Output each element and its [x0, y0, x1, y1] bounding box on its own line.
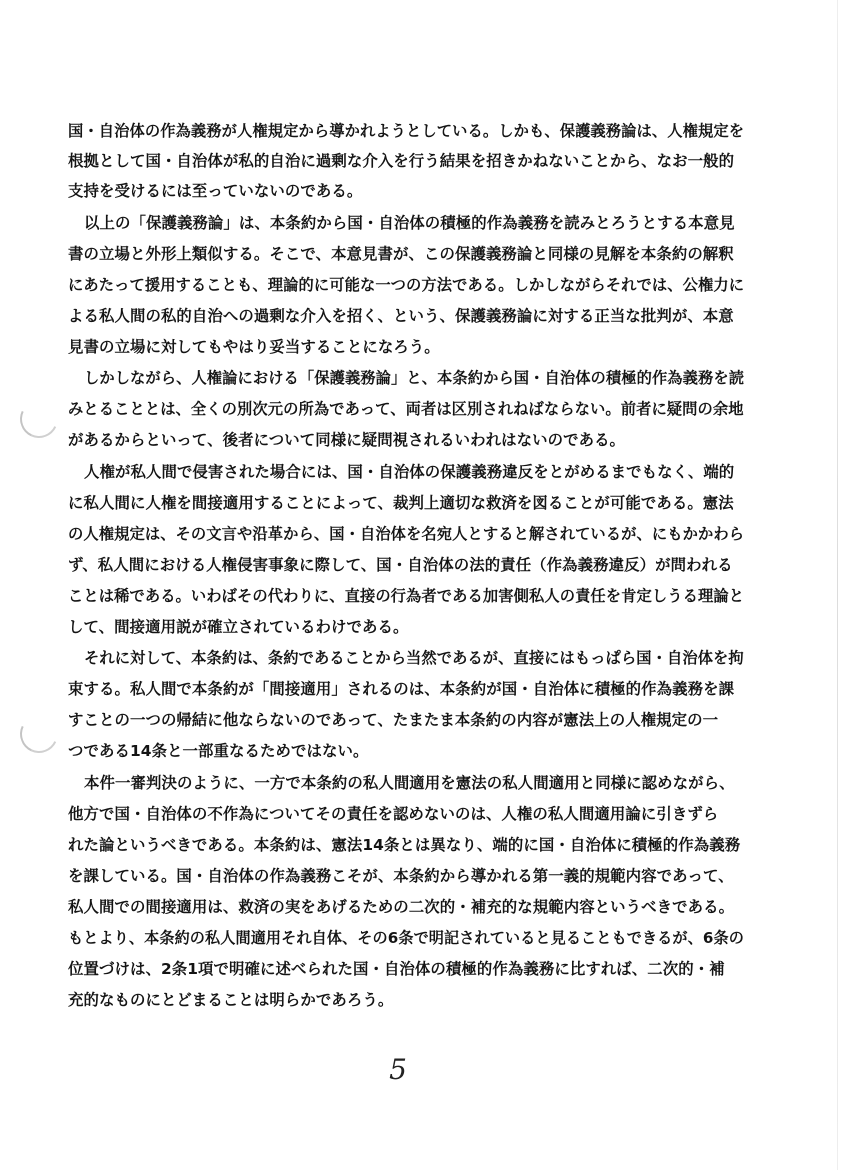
text-line	[0, 394, 848, 424]
text-line	[0, 643, 848, 673]
text-line	[0, 146, 848, 176]
text-line-content: 私人間での間接適用は、救済の実をあげるための二次的・補充的な規範内容というべきである。	[68, 898, 735, 916]
text-line-content: 根拠として国・自治体が私的自治に過剰な介入を行う結果を招きかねないことから、なお一般的	[68, 152, 735, 170]
text-line-content: 見書の立場に対してもやはり妥当することになろう。	[68, 338, 440, 356]
text-line	[0, 985, 848, 1015]
text-line-content: 充的なものにとどまることは明らかであろう。	[68, 991, 394, 1009]
text-line	[0, 488, 848, 518]
text-line	[0, 799, 848, 829]
text-line-content: 本件一審判決のように、一方で本条約の私人間適用を憲法の私人間適用と同様に認めながら、	[84, 774, 735, 792]
text-line-content: 書の立場と外形上類似する。そこで、本意見書が、この保護義務論と同様の見解を本条約の解釈	[68, 245, 734, 263]
text-line-content: 人権が私人間で侵害された場合には、国・自治体の保護義務違反をとがめるまでもなく、端的	[84, 463, 735, 481]
text-line	[0, 332, 848, 362]
text-line-content: の人権規定は、その文言や沿革から、国・自治体を名宛人とすると解されているが、にもかかわら	[68, 525, 745, 543]
text-line	[0, 239, 848, 269]
text-line-content: それに対して、本条約は、条約であることから当然であるが、直接にはもっぱら国・自治体を拘	[84, 649, 744, 667]
text-line-content: もとより、本条約の私人間適用それ自体、その6条で明記されていると見ることもできるが、6条の	[68, 929, 744, 947]
text-line	[0, 270, 848, 300]
text-line-content: があるからといって、後者について同様に疑問視されるいわれはないのである。	[68, 431, 626, 449]
page-number: 5	[389, 1053, 407, 1086]
text-line	[0, 176, 848, 206]
text-line	[0, 425, 848, 455]
text-line-content: しかしながら、人権論における「保護義務論」と、本条約から国・自治体の積極的作為義務を読	[84, 369, 745, 387]
text-line-content: 支持を受けるには至っていないのである。	[68, 182, 363, 200]
text-line	[0, 861, 848, 891]
text-line-content: 国・自治体の作為義務が人権規定から導かれようとしている。しかも、保護義務論は、人権規定を	[68, 122, 745, 140]
text-line	[0, 892, 848, 922]
text-line-content: すことの一つの帰結に他ならないのであって、たまたま本条約の内容が憲法上の人権規定の一	[68, 711, 719, 729]
text-line-content: にあたって援用することも、理論的に可能な一つの方法である。しかしながらそれでは、公権力に	[68, 276, 745, 294]
text-line-content: 位置づけは、2条1項で明確に述べられた国・自治体の積極的作為義務に比すれば、二次的・補	[68, 960, 725, 978]
text-line	[0, 519, 848, 549]
text-line	[0, 705, 848, 735]
text-line-content: 他方で国・自治体の不作為についてその責任を認めないのは、人権の私人間適用論に引きずら	[68, 805, 719, 823]
text-line	[0, 363, 848, 393]
text-line-content: を課している。国・自治体の作為義務こそが、本条約から導かれる第一義的規範内容であって、	[68, 867, 734, 885]
text-line	[0, 116, 848, 146]
text-line-content: よる私人間の私的自治への過剰な介入を招く、という、保護義務論に対する正当な批判が、本意	[68, 307, 734, 325]
text-line-content: して、間接適用説が確立されているわけである。	[68, 618, 409, 636]
text-line-content: 以上の「保護義務論」は、本条約から国・自治体の積極的作為義務を読みとろうとする本意見	[84, 214, 735, 232]
text-line	[0, 612, 848, 642]
text-line	[0, 674, 848, 704]
text-line-content: ことは稀である。いわばその代わりに、直接の行為者である加害側私人の責任を肯定しうる理論と	[68, 587, 745, 605]
text-line	[0, 208, 848, 238]
text-line-content: れた論というべきである。本条約は、憲法14条とは異なり、端的に国・自治体に積極的作為義務	[68, 836, 741, 854]
text-line	[0, 830, 848, 860]
text-line-content: ず、私人間における人権侵害事象に際して、国・自治体の法的責任（作為義務違反）が問われる	[68, 556, 733, 574]
text-line	[0, 954, 848, 984]
text-line	[0, 457, 848, 487]
text-line	[0, 581, 848, 611]
text-line-content: つである14条と一部重なるためではない。	[68, 742, 369, 760]
text-line-content: に私人間に人権を間接適用することによって、裁判上適切な救済を図ることが可能である。憲法	[68, 494, 734, 512]
text-line	[0, 736, 848, 766]
text-line-content: みとることとは、全くの別次元の所為であって、両者は区別されねばならない。前者に疑問の余地	[68, 400, 744, 418]
text-line	[0, 301, 848, 331]
text-line	[0, 550, 848, 580]
text-line	[0, 923, 848, 953]
text-line	[0, 768, 848, 798]
text-line-content: 束する。私人間で本条約が「間接適用」されるのは、本条約が国・自治体に積極的作為義務を課	[68, 680, 735, 698]
